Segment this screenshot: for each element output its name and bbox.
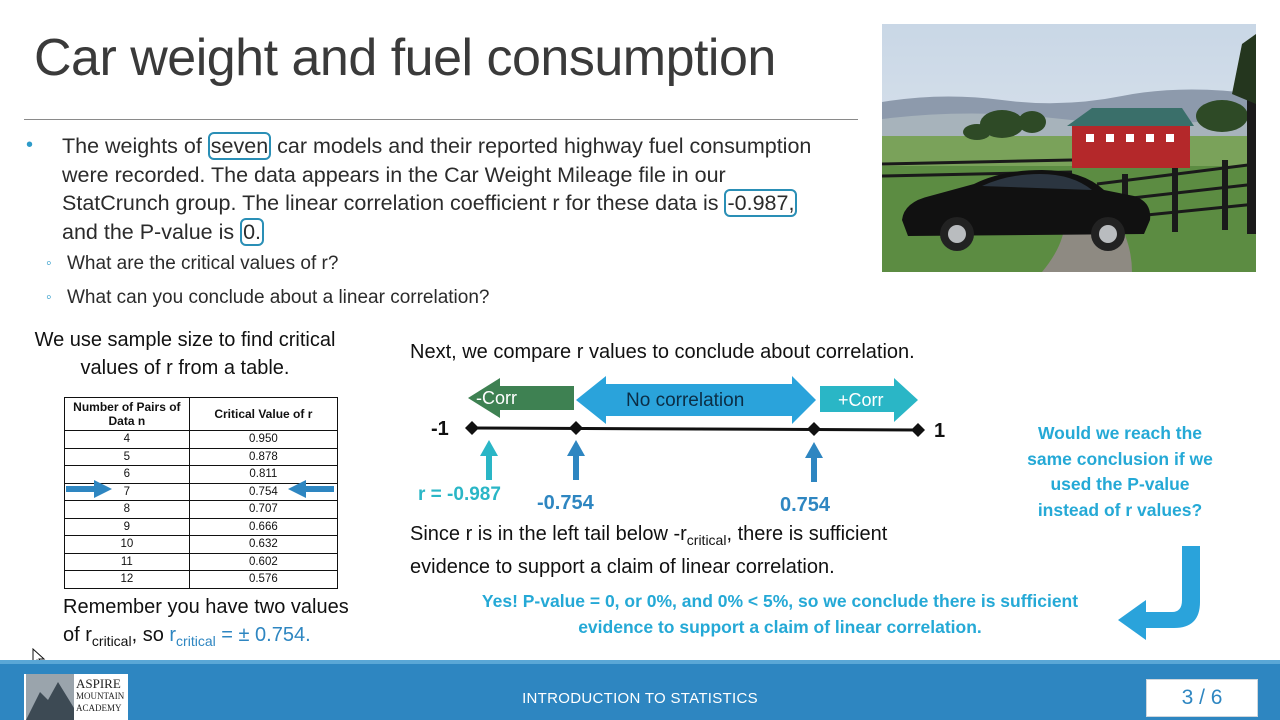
left-end-label: -1 xyxy=(431,418,449,440)
car-barn-image xyxy=(882,24,1256,272)
neg-crit-up-arrow xyxy=(567,440,585,456)
intro-text-3: and the P-value is xyxy=(62,219,241,244)
table-row: 6 0.811 xyxy=(65,466,338,484)
bullet-marker: • xyxy=(26,134,34,156)
table-row: 4 0.950 xyxy=(65,431,338,449)
compare-heading: Next, we compare r values to conclude about correlation. xyxy=(410,341,915,363)
question-conclusion: What can you conclude about a linear correlation? xyxy=(67,287,490,308)
table-row-highlighted: 7 0.754 xyxy=(65,483,338,501)
left-arrow-icon xyxy=(286,480,334,498)
car-photo xyxy=(882,24,1256,272)
table-header-row xyxy=(65,398,338,431)
neg-corr-label: -Corr xyxy=(476,388,517,408)
table-row: 12 0.576 xyxy=(65,571,338,589)
conclusion-line-1: Since r is in the left tail below $-r_{critical}$, there is sufficient xyxy=(410,523,888,548)
footer-course-title: INTRODUCTION TO STATISTICS xyxy=(522,690,758,707)
title-divider xyxy=(24,119,858,120)
curved-arrow-icon xyxy=(1116,546,1208,646)
sub-bullet-marker: ◦ xyxy=(46,289,52,306)
slide-title: Car weight and fuel consumption xyxy=(34,29,776,87)
highlight-p-value: 0. xyxy=(240,218,264,246)
r-value-up-arrow xyxy=(480,440,498,456)
question-critical-values: What are the critical values of r? xyxy=(67,253,339,274)
table-row: 10 0.632 xyxy=(65,536,338,554)
table-explanation xyxy=(24,326,346,382)
highlight-seven: seven xyxy=(208,132,271,160)
conclusion-line-2: evidence to support a claim of linear correlation. xyxy=(410,556,835,578)
right-arrow-icon xyxy=(66,480,114,498)
pos-corr-label: +Corr xyxy=(838,390,884,410)
number-line-axis xyxy=(472,428,918,430)
p-value-question: Would we reach the same conclusion if we used the P-value instead of r values? xyxy=(1027,423,1213,520)
header-critical-r: Critical Value of r xyxy=(189,398,337,431)
conclusion-text xyxy=(410,521,887,581)
marker-left-end xyxy=(465,421,479,435)
intro-paragraph xyxy=(62,132,822,246)
intro-text-1: The weights of xyxy=(62,134,208,158)
pos-crit-label: 0.754 xyxy=(780,494,831,516)
right-end-label: 1 xyxy=(934,420,946,442)
no-corr-label: No correlation xyxy=(626,390,745,411)
header-n: Number of Pairs of Data n xyxy=(65,398,190,431)
page-indicator[interactable]: 3 / 6 xyxy=(1146,679,1258,717)
table-row: 11 0.602 xyxy=(65,553,338,571)
table-explanation-line-1: We use sample size to find critical xyxy=(34,329,336,351)
marker-right-end xyxy=(911,423,925,437)
remember-line-2: of $r_{critical}$, so $r_{critical}$ = ± 0.754. xyxy=(63,624,311,649)
marker-pos-crit xyxy=(807,422,821,436)
table-row: 9 0.666 xyxy=(65,518,338,536)
sub-bullet-marker: ◦ xyxy=(46,255,52,272)
remember-note xyxy=(63,593,349,655)
academy-logo: ASPIRE MOUNTAIN ACADEMY xyxy=(24,674,128,720)
mountain-icon xyxy=(26,674,76,720)
marker-neg-crit xyxy=(569,421,583,435)
pos-crit-up-arrow xyxy=(805,442,823,458)
neg-crit-label: -0.754 xyxy=(537,492,594,514)
table-explanation-line-2: values of r from a table. xyxy=(80,357,290,379)
remember-line-1: Remember you have two values xyxy=(63,596,349,618)
r-value-label: r = -0.987 xyxy=(418,484,501,505)
intro-text-2: car models and their reported highway fuel consumption were recorded. The data appears in the Car Weight Mileage file in our StatCrunch group. The linear correlation coefficient r for these data is xyxy=(62,134,812,216)
p-value-answer: Yes! P-value = 0, or 0%, and 0% < 5%, so we conclude there is sufficient evidence to support a claim of linear correlation. xyxy=(481,591,1079,637)
table-row: 8 0.707 xyxy=(65,501,338,519)
highlight-r-value: -0.987, xyxy=(724,189,797,217)
table-row: 5 0.878 xyxy=(65,448,338,466)
